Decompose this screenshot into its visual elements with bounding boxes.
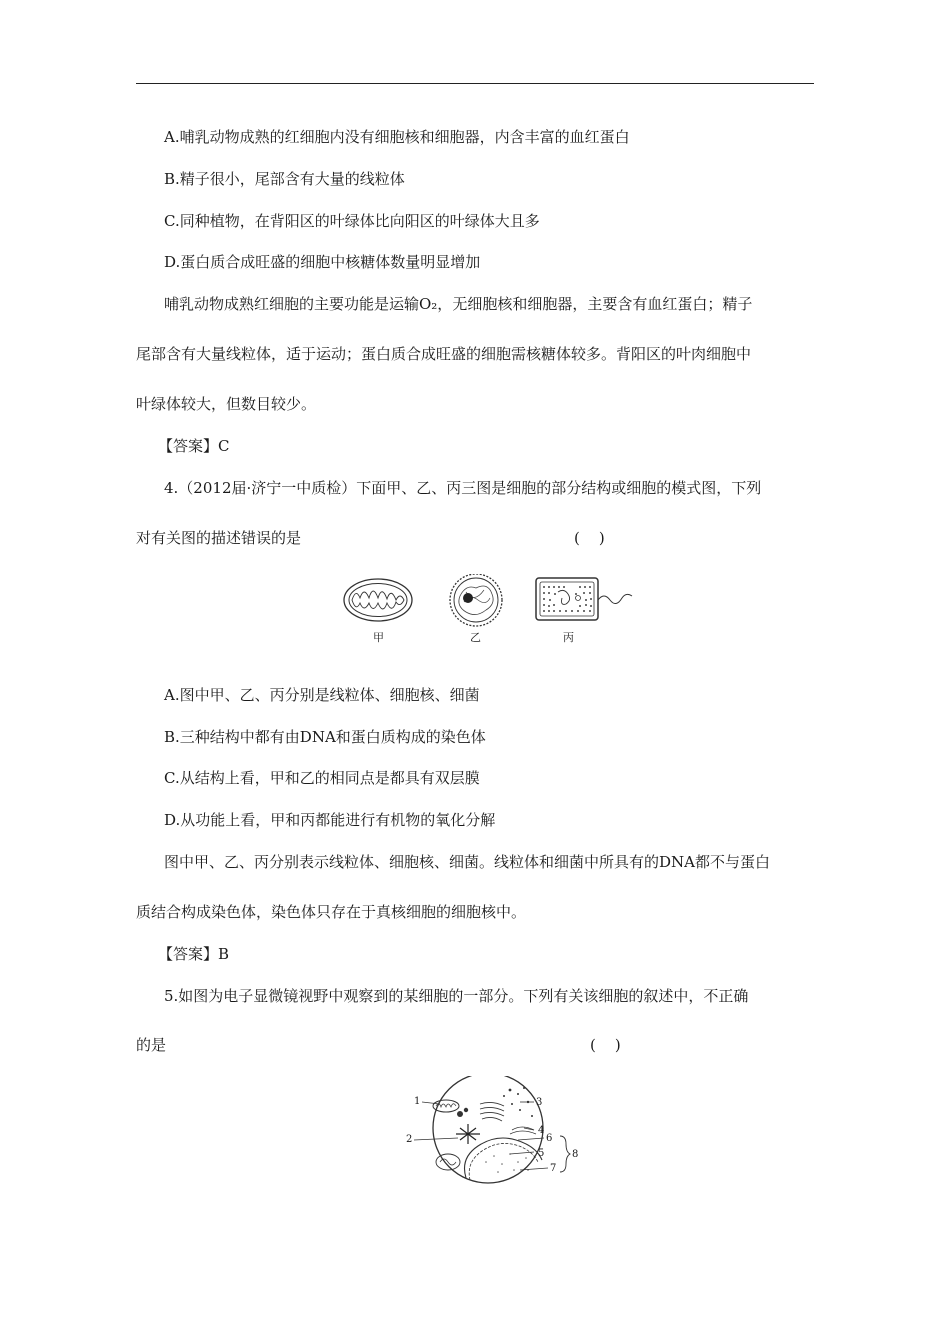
header-rule xyxy=(136,83,814,84)
q3-option-c: C.同种植物，在背阳区的叶绿体比向阳区的叶绿体大且多 xyxy=(164,212,540,230)
q4-figure xyxy=(340,574,640,646)
q4-explanation-line-2: 质结合构成染色体，染色体只存在于真核细胞的细胞核中。 xyxy=(136,903,527,921)
q4-option-c: C.从结构上看，甲和乙的相同点是都具有双层膜 xyxy=(164,769,480,787)
q3-explanation-line-3: 叶绿体较大，但数目较少。 xyxy=(136,395,317,413)
mitochondrion-diagram xyxy=(344,579,412,621)
q3-explanation-line-1: 哺乳动物成熟红细胞的主要功能是运输O₂，无细胞核和细胞器，主要含有血红蛋白；精子 xyxy=(164,295,753,313)
q5-label-1: 1 xyxy=(414,1096,421,1107)
bacterium-diagram xyxy=(536,578,632,620)
q5-answer-paren: ( ) xyxy=(590,1036,621,1054)
q5-stem-line-1: 5.如图为电子显微镜视野中观察到的某细胞的一部分。下列有关该细胞的叙述中，不正确 xyxy=(164,987,749,1005)
q4-option-d: D.从功能上看，甲和丙都能进行有机物的氧化分解 xyxy=(164,811,496,829)
q5-stem-line-2: 的是 xyxy=(136,1036,167,1054)
q3-answer: 【答案】C xyxy=(158,437,230,455)
q5-label-4: 4 xyxy=(538,1125,545,1136)
q5-label-3: 3 xyxy=(536,1097,543,1108)
q3-option-d: D.蛋白质合成旺盛的细胞中核糖体数量明显增加 xyxy=(164,253,481,271)
q4-stem-line-2: 对有关图的描述错误的是 xyxy=(136,529,302,547)
q5-label-7: 7 xyxy=(550,1163,557,1174)
figure-caption-bing: 丙 xyxy=(563,631,574,644)
q5-label-5: 5 xyxy=(538,1148,545,1159)
q5-label-8: 8 xyxy=(572,1149,579,1160)
q5-label-6: 6 xyxy=(546,1133,553,1144)
q4-option-b: B.三种结构中都有由DNA和蛋白质构成的染色体 xyxy=(164,728,486,746)
nucleus-diagram xyxy=(450,574,502,626)
q4-explanation-line-1: 图中甲、乙、丙分别表示线粒体、细胞核、细菌。线粒体和细菌中所具有的DNA都不与蛋白 xyxy=(164,853,770,871)
q4-answer-paren: ( ) xyxy=(574,529,605,547)
q3-option-b: B.精子很小，尾部含有大量的线粒体 xyxy=(164,170,405,188)
q3-option-a: A.哺乳动物成熟的红细胞内没有细胞核和细胞器，内含丰富的血红蛋白 xyxy=(164,128,630,146)
q5-cell-figure xyxy=(400,1076,590,1186)
figure-caption-yi: 乙 xyxy=(470,631,481,644)
q5-label-2: 2 xyxy=(406,1134,413,1145)
figure-caption-jia: 甲 xyxy=(373,631,384,644)
q4-stem-line-1: 4.（2012届·济宁一中质检）下面甲、乙、丙三图是细胞的部分结构或细胞的模式图，下列 xyxy=(164,479,762,497)
q4-option-a: A.图中甲、乙、丙分别是线粒体、细胞核、细菌 xyxy=(164,686,480,704)
q4-answer: 【答案】B xyxy=(158,945,230,963)
q3-explanation-line-2: 尾部含有大量线粒体，适于运动；蛋白质合成旺盛的细胞需核糖体较多。背阳区的叶肉细胞中 xyxy=(136,345,752,363)
